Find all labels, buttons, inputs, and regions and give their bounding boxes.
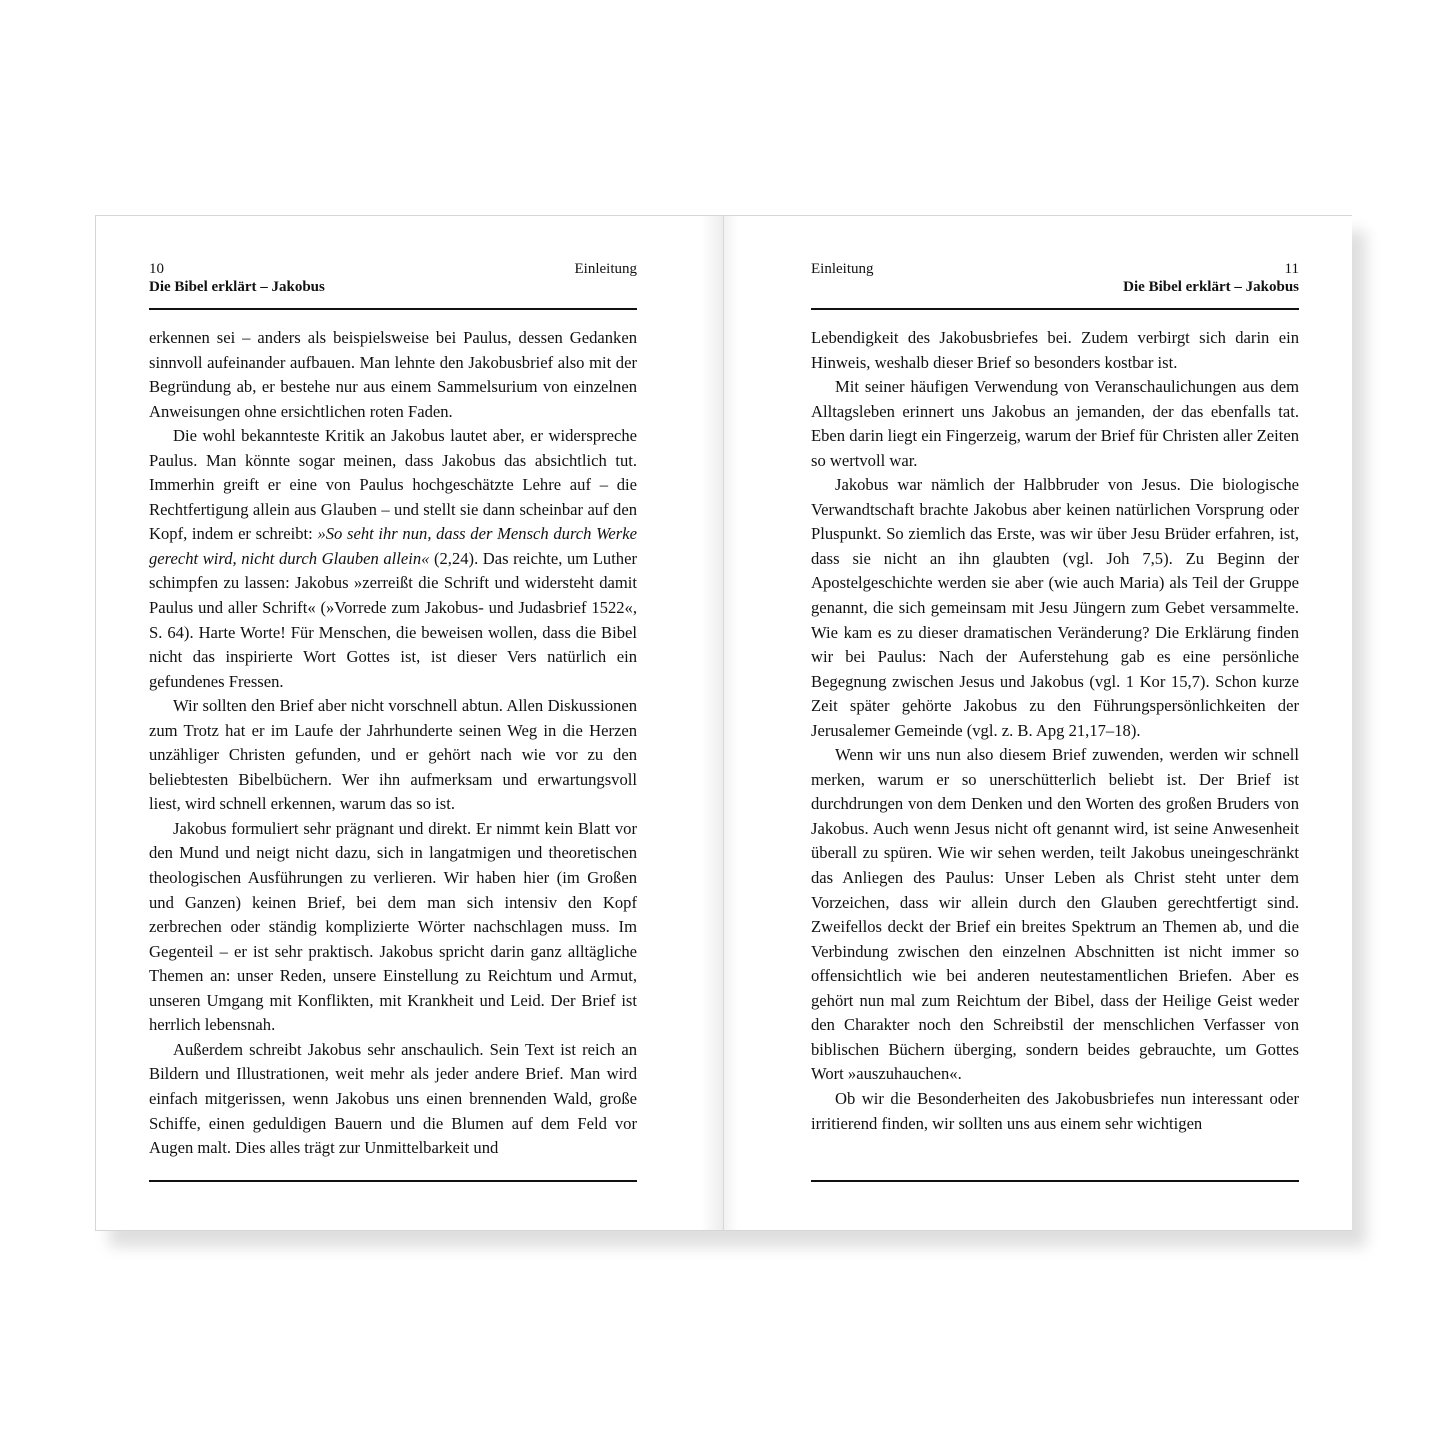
paragraph: erkennen sei – anders als beispielsweise bei Paulus, dessen Gedanken sinnvoll aufeinander aufbauen. Man lehnte den Jakobusbrief also mit der Begründung ab, er bestehe nur aus einem Sammelsurium von einzelnen Anweisungen ohne ersichtlichen roten Faden. (149, 328, 637, 421)
paragraph (149, 424, 637, 694)
left-page (96, 216, 723, 1230)
section-title: Einleitung (811, 261, 874, 277)
gutter-shadow (701, 216, 723, 1230)
paragraph: Wenn wir uns nun also diesem Brief zuwenden, werden wir schnell merken, warum er so unerschütterlich beliebt ist. Der Brief ist durchdrungen von dem Denken und den Worten des großen Bruders von Jakobus. Auch wenn Jesus nicht oft genannt wird, ist seine Anwesenheit überall zu spüren. Wie wir sehen werden, teilt Jakobus uneingeschränkt das Anliegen des Paulus: Unser Leben als Christ steht unter dem Vorzeichen, dass wir allein durch den Glauben gerechtfertigt sind. Zweifellos deckt der Brief ein breites Spektrum an Themen ab, und die Verbindung zwischen den einzelnen Abschnitten ist nicht immer so offensichtlich wie bei anderen neutestamentlichen Briefen. Aber es gehört nun mal zum Reichtum der Bibel, dass der Heilige Geist weder den Charakter noch den Schreibstil der menschlichen Verfasser von biblischen Büchern überging, sondern beides gebrauchte, um Gottes Wort »auszuhauchen«. (811, 745, 1299, 1084)
paragraph: Jakobus war nämlich der Halbbruder von Jesus. Die biologische Verwandtschaft brachte Jakobus aber keinen natürlichen Vorsprung oder Pluspunkt. So ziemlich das Erste, was wir über Jesu Brüder erfahren, ist, dass sie nicht an ihn glaubten (vgl. Joh 7,5). Zu Beginn der Apostelgeschichte werden sie aber (wie auch Maria) als Teil der Gruppe genannt, die sich gemeinsam mit Jesu Jüngern zum Gebet versammelte. Wie kam es zu dieser dramatischen Veränderung? Die Erklärung finden wir bei Paulus: Nach der Auferstehung gab es eine persönliche Begegnung zwischen Jesus und Jakobus (vgl. 1 Kor 15,7). Schon kurze Zeit später gehörte Jakobus zu den Führungspersönlichkeiten der Jerusalemer Gemeinde (vgl. z. B. Apg 21,17–18). (811, 475, 1299, 740)
page-number: 11 (1284, 261, 1299, 277)
footer-rule (811, 1180, 1299, 1182)
paragraph: Lebendigkeit des Jakobusbriefes bei. Zudem verbirgt sich darin ein Hinweis, weshalb dieser Brief so besonders kostbar ist. (811, 328, 1299, 372)
footer-rule (149, 1180, 637, 1182)
paragraph: Mit seiner häufigen Verwendung von Veranschaulichungen aus dem Alltagsleben erinnert uns Jakobus an jemanden, der das ebenfalls tat. Eben darin liegt ein Fingerzeig, warum der Brief für Christen aller Zeiten so wertvoll war. (811, 377, 1299, 470)
paragraph-text: (2,24). Das reichte, um Luther schimpfen zu lassen: Jakobus »zerreißt die Schrift und widersteht damit Paulus und aller Schrift« (»Vorrede zum Jakobus- und Judasbrief 1522«, S. 64). Harte Worte! Für Menschen, die beweisen wollen, dass die Bibel nicht das inspirierte Wort Gottes ist, ist dieser Vers natürlich ein gefundenes Fressen. (149, 548, 637, 691)
book-title: Die Bibel erklärt – Jakobus (1123, 279, 1299, 295)
gutter-shadow (724, 216, 738, 1230)
bible-quote: »So seht ihr nun, dass der Mensch durch Werke gerecht wird, nicht durch Glauben allein« (149, 524, 637, 568)
right-page (723, 216, 1352, 1230)
running-header (149, 260, 637, 310)
paragraph: Ob wir die Besonderheiten des Jakobusbriefes nun interessant oder irritierend finden, wir sollten uns aus einem sehr wichtigen (811, 1088, 1299, 1133)
paragraph: Außerdem schreibt Jakobus sehr anschaulich. Sein Text ist reich an Bildern und Illustrationen, weit mehr als jeder andere Brief. Man wird einfach mitgerissen, wenn Jakobus uns einen brennenden Wald, große Schiffe, einen geduldigen Bauern und die Blumen auf dem Feld vor Augen malt. Dies alles trägt zur Unmittelbarkeit und (149, 1039, 637, 1158)
running-header (811, 260, 1299, 310)
page-number: 10 (149, 261, 164, 277)
paragraph-text: Die wohl bekannteste Kritik an Jakobus lautet aber, er widerspreche Paulus. Man könnte sogar meinen, dass Jakobus das absichtlich tut. Immerhin greift er eine von Paulus hochgeschätzte Lehre auf – die Rechtfertigung allein aus Glauben – und stellt sie dann scheinbar auf den Kopf, indem er schreibt: (149, 426, 637, 544)
book-title: Die Bibel erklärt – Jakobus (149, 279, 325, 295)
paragraph: Wir sollten den Brief aber nicht vorschnell abtun. Allen Diskussionen zum Trotz hat er im Laufe der Jahrhunderte seinen Weg in die Herzen unzähliger Christen gefunden, und er gehört nach wie vor zu den beliebtesten Bibelbüchern. Wer ihn aufmerksam und erwartungsvoll liest, wird schnell erkennen, warum das so ist. (149, 696, 637, 814)
book-spread (95, 215, 1352, 1231)
section-title: Einleitung (574, 261, 637, 277)
page-body (149, 326, 637, 1161)
paragraph: Jakobus formuliert sehr prägnant und direkt. Er nimmt kein Blatt vor den Mund und neigt nicht dazu, sich in langatmigen und theoretischen theologischen Ausführungen zu verlieren. Wir haben hier (im Großen und Ganzen) keinen Brief, bei dem man sich intensiv den Kopf zerbrechen oder ständig komplizierte Wörter nachschlagen muss. Im Gegenteil – er ist sehr praktisch. Jakobus spricht darin ganz alltägliche Themen an: unser Reden, unsere Einstellung zu Reichtum und Armut, unseren Umgang mit Konflikten, mit Krankheit und Leid. Der Brief ist herrlich lebensnah. (149, 818, 637, 1035)
page-body (811, 326, 1299, 1136)
